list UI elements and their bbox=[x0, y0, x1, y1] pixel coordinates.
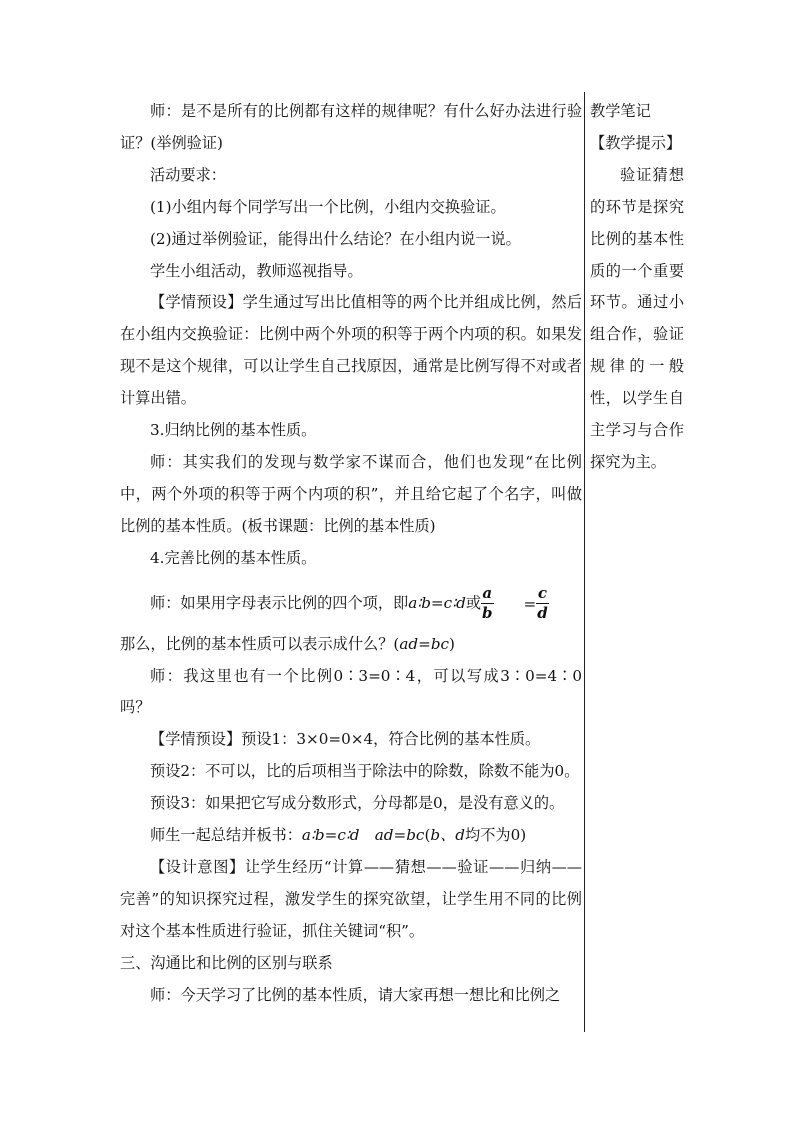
paragraph-group-activity: 学生小组活动，教师巡视指导。 bbox=[150, 261, 363, 280]
paragraph-teacher-2: 师：我这里也有一个比例0∶3=0∶4，可以写成3∶0=4∶0吗？ bbox=[120, 666, 582, 717]
fraction-numerator: a bbox=[482, 584, 493, 603]
summary-suffix: 均不为0) bbox=[465, 826, 527, 845]
paragraph-expression bbox=[120, 629, 582, 661]
paragraph-design-intent: 【设计意图】让学生经历“计算——猜想——验证——归纳——完善”的知识探究过程，激发学生的探究欲望，让学生用不同的比例对这个基本性质进行验证，抓住关键词“积”。 bbox=[120, 857, 582, 940]
paragraph-question: 师：是不是所有的比例都有这样的规律呢？有什么好办法进行验证？(举例验证) bbox=[120, 102, 582, 152]
fraction-a-over-b bbox=[481, 584, 494, 623]
paragraph-preset-4: 预设3：如果把它写成分数形式，分母都是0，是没有意义的。 bbox=[150, 794, 565, 813]
main-content bbox=[120, 96, 582, 1011]
section-heading: 三、沟通比和比例的区别与联系 bbox=[120, 953, 333, 972]
paragraph-preset-1: 【学情预设】学生通过写出比值相等的两个比并组成比例，然后在小组内交换验证：比例中两个外项的积等于两个内项的积。如果发现不是这个规律，可以让学生自己找原因，通常是比例写得不对或者计算出错。 bbox=[120, 293, 582, 408]
summary-space bbox=[360, 826, 375, 844]
side-text: 验证猜想的环节是探究比例的基本性质的一个重要环节。通过小组合作，验证规律的一般性，以学生自主学习与合作探究为主。 bbox=[590, 165, 684, 471]
summary-math-2: ad=bc bbox=[374, 826, 425, 845]
fraction-denominator: b bbox=[482, 604, 493, 623]
fraction-equals: = bbox=[523, 594, 537, 613]
paragraph-activity-title: 活动要求： bbox=[150, 165, 226, 184]
summary-math-3: b、d bbox=[430, 826, 466, 845]
paragraph-teacher-1: 师：其实我们的发现与数学家不谋而合，他们也发现“在比例中，两个外项的积等于两个内项的积”，并且给它起了个名字，叫做比例的基本性质。(板书课题：比例的基本性质) bbox=[120, 452, 582, 535]
expression-text: 那么，比例的基本性质可以表示成什么？( bbox=[120, 634, 400, 653]
fraction-numerator: c bbox=[537, 584, 548, 603]
letters-or: 或 bbox=[465, 593, 482, 612]
side-title: 教学笔记 bbox=[590, 102, 651, 120]
side-notes bbox=[590, 96, 684, 479]
summary-prefix: 师生一起总结并板书： bbox=[150, 826, 302, 845]
expression-math: ad=bc bbox=[399, 634, 450, 653]
paragraph-step-4: 4.完善比例的基本性质。 bbox=[150, 548, 317, 567]
paragraph-letters bbox=[120, 579, 582, 627]
fraction-denominator: d bbox=[537, 604, 548, 623]
paragraph-activity-1: (1)小组内每个同学写出一个比例，小组内交换验证。 bbox=[150, 197, 506, 216]
letters-ratio: a∶b=c∶d bbox=[408, 593, 466, 612]
paragraph-activity-2: (2)通过举例验证，能得出什么结论？在小组内说一说。 bbox=[150, 229, 521, 248]
column-divider bbox=[584, 92, 585, 1032]
paragraph-preset-3: 预设2：不可以，比的后项相当于除法中的除数，除数不能为0。 bbox=[150, 762, 580, 781]
paragraph-summary bbox=[120, 820, 582, 852]
summary-math-1: a∶b=c∶d bbox=[301, 826, 360, 845]
summary-open: ( bbox=[424, 826, 431, 845]
paragraph-step-3: 3.归纳比例的基本性质。 bbox=[150, 421, 317, 440]
letters-prefix: 师：如果用字母表示比例的四个项，即 bbox=[150, 593, 409, 612]
paragraph-preset-2: 【学情预设】预设1：3×0=0×4，符合比例的基本性质。 bbox=[150, 730, 541, 749]
paragraph-teacher-3: 师：今天学习了比例的基本性质，请大家再想一想比和比例之 bbox=[150, 985, 561, 1004]
expression-close: ) bbox=[449, 634, 455, 653]
fraction-c-over-d bbox=[536, 584, 549, 623]
side-heading: 【教学提示】 bbox=[590, 133, 682, 152]
